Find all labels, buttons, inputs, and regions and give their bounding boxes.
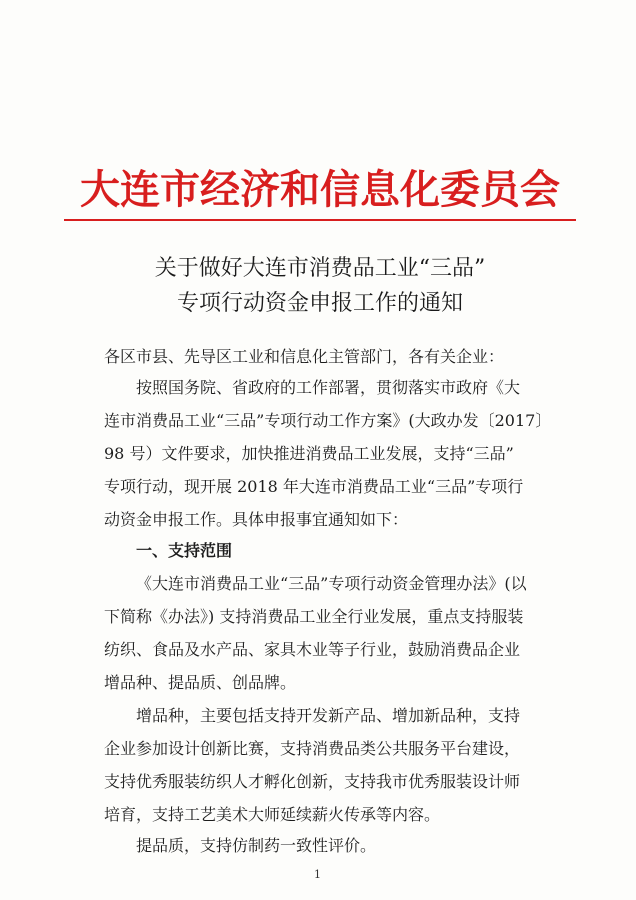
notice-title-line-2: 专项行动资金申报工作的通知 [176,291,463,316]
para4-line-1: 提品质，支持仿制药一致性评价。 [136,836,377,855]
para2-line-2: 下简称《办法》) 支持消费品工业全行业发展，重点支持服装 [104,607,524,626]
para2-line-3: 纺织、食品及水产品、家具木业等子行业，鼓励消费品企业 [104,640,521,659]
para1-line-5: 动资金申报工作。具体申报事宜通知如下： [104,510,409,529]
letterhead-org-name: 大连市经济和信息化委员会 [80,166,560,213]
para3-line-3: 支持优秀服装纺织人才孵化创新，支持我市优秀服装设计师 [104,772,521,791]
salutation: 各区市县、先导区工业和信息化主管部门，各有关企业： [104,347,505,366]
section-heading-1: 一、支持范围 [136,541,233,560]
letterhead-red-rule [64,219,576,221]
para1-line-4: 专项行动，现开展 2018 年大连市消费品工业“三品”专项行 [104,477,524,496]
para1-line-2: 连市消费品工业“三品”专项行动工作方案》(大政办发〔2017〕 [104,411,552,430]
para1-line-3: 98 号）文件要求，加快推进消费品工业发展，支持“三品” [104,444,514,463]
para2-line-1: 《大连市消费品工业“三品”专项行动资金管理办法》(以 [136,574,527,593]
para2-line-4: 增品种、提品质、创品牌。 [104,673,297,692]
para3-line-2: 企业参加设计创新比赛，支持消费品类公共服务平台建设， [104,739,521,758]
para1-line-1: 按照国务院、省政府的工作部署，贯彻落实市政府《大 [136,378,521,397]
para3-line-1: 增品种，主要包括支持开发新产品、增加新品种，支持 [136,706,521,725]
page-number: 1 [314,868,321,881]
para3-line-4: 培育，支持工艺美术大师延续薪火传承等内容。 [104,805,441,824]
notice-title-line-1: 关于做好大连市消费品工业“三品” [154,256,486,281]
